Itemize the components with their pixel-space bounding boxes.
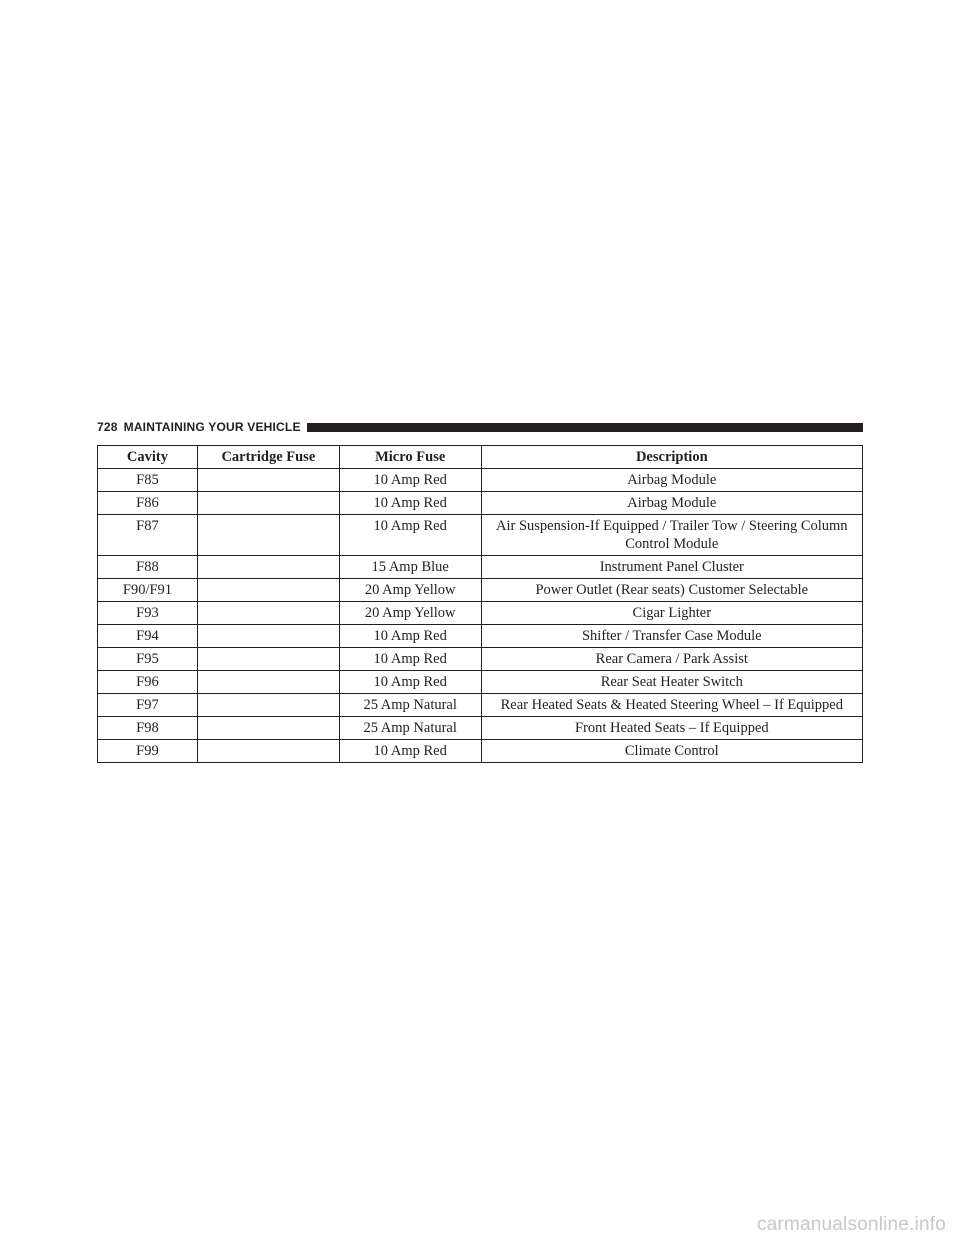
page-header xyxy=(97,418,863,436)
cell-cartridge-fuse xyxy=(197,556,339,579)
cell-cartridge-fuse xyxy=(197,602,339,625)
column-header-description: Description xyxy=(481,446,862,469)
cell-micro-fuse: 10 Amp Red xyxy=(339,515,481,556)
table-row xyxy=(98,492,863,515)
table-row xyxy=(98,648,863,671)
page-number: 728 xyxy=(97,420,118,434)
cell-cavity: F87 xyxy=(98,515,198,556)
cell-cartridge-fuse xyxy=(197,717,339,740)
table-row xyxy=(98,556,863,579)
table-header-row xyxy=(98,446,863,469)
cell-description: Cigar Lighter xyxy=(481,602,862,625)
cell-micro-fuse: 10 Amp Red xyxy=(339,648,481,671)
cell-cartridge-fuse xyxy=(197,648,339,671)
column-header-micro-fuse: Micro Fuse xyxy=(339,446,481,469)
cell-description: Rear Camera / Park Assist xyxy=(481,648,862,671)
cell-micro-fuse: 10 Amp Red xyxy=(339,492,481,515)
cell-cavity: F97 xyxy=(98,694,198,717)
column-header-cavity: Cavity xyxy=(98,446,198,469)
cell-micro-fuse: 20 Amp Yellow xyxy=(339,602,481,625)
cell-micro-fuse: 10 Amp Red xyxy=(339,625,481,648)
cell-description: Instrument Panel Cluster xyxy=(481,556,862,579)
fuse-table xyxy=(97,445,863,763)
cell-description: Front Heated Seats – If Equipped xyxy=(481,717,862,740)
cell-cavity: F94 xyxy=(98,625,198,648)
section-title: MAINTAINING YOUR VEHICLE xyxy=(123,420,301,434)
cell-micro-fuse: 10 Amp Red xyxy=(339,469,481,492)
table-row xyxy=(98,579,863,602)
cell-cartridge-fuse xyxy=(197,469,339,492)
cell-micro-fuse: 25 Amp Natural xyxy=(339,717,481,740)
cell-cartridge-fuse xyxy=(197,740,339,763)
cell-description: Climate Control xyxy=(481,740,862,763)
cell-description: Airbag Module xyxy=(481,469,862,492)
table-row xyxy=(98,717,863,740)
cell-cartridge-fuse xyxy=(197,694,339,717)
cell-description: Shifter / Transfer Case Module xyxy=(481,625,862,648)
cell-cavity: F88 xyxy=(98,556,198,579)
table-row xyxy=(98,602,863,625)
cell-micro-fuse: 20 Amp Yellow xyxy=(339,579,481,602)
cell-description: Rear Seat Heater Switch xyxy=(481,671,862,694)
header-rule xyxy=(307,423,863,432)
watermark: carmanualsonline.info xyxy=(756,1214,946,1235)
cell-cavity: F85 xyxy=(98,469,198,492)
cell-cartridge-fuse xyxy=(197,671,339,694)
cell-cavity: F86 xyxy=(98,492,198,515)
cell-cavity: F93 xyxy=(98,602,198,625)
table-row xyxy=(98,515,863,556)
cell-cavity: F90/F91 xyxy=(98,579,198,602)
cell-description: Power Outlet (Rear seats) Customer Selectable xyxy=(481,579,862,602)
cell-cavity: F95 xyxy=(98,648,198,671)
cell-cartridge-fuse xyxy=(197,579,339,602)
cell-micro-fuse: 15 Amp Blue xyxy=(339,556,481,579)
cell-cartridge-fuse xyxy=(197,625,339,648)
table-row xyxy=(98,671,863,694)
column-header-cartridge-fuse: Cartridge Fuse xyxy=(197,446,339,469)
table-row xyxy=(98,469,863,492)
table-row xyxy=(98,625,863,648)
cell-micro-fuse: 10 Amp Red xyxy=(339,671,481,694)
cell-cavity: F99 xyxy=(98,740,198,763)
cell-description: Air Suspension-If Equipped / Trailer Tow / Steering Column Control Module xyxy=(481,515,862,556)
cell-micro-fuse: 25 Amp Natural xyxy=(339,694,481,717)
cell-cartridge-fuse xyxy=(197,492,339,515)
cell-description: Airbag Module xyxy=(481,492,862,515)
cell-micro-fuse: 10 Amp Red xyxy=(339,740,481,763)
cell-cartridge-fuse xyxy=(197,515,339,556)
cell-cavity: F98 xyxy=(98,717,198,740)
cell-description: Rear Heated Seats & Heated Steering Wheel – If Equipped xyxy=(481,694,862,717)
table-row xyxy=(98,740,863,763)
table-row xyxy=(98,694,863,717)
cell-cavity: F96 xyxy=(98,671,198,694)
